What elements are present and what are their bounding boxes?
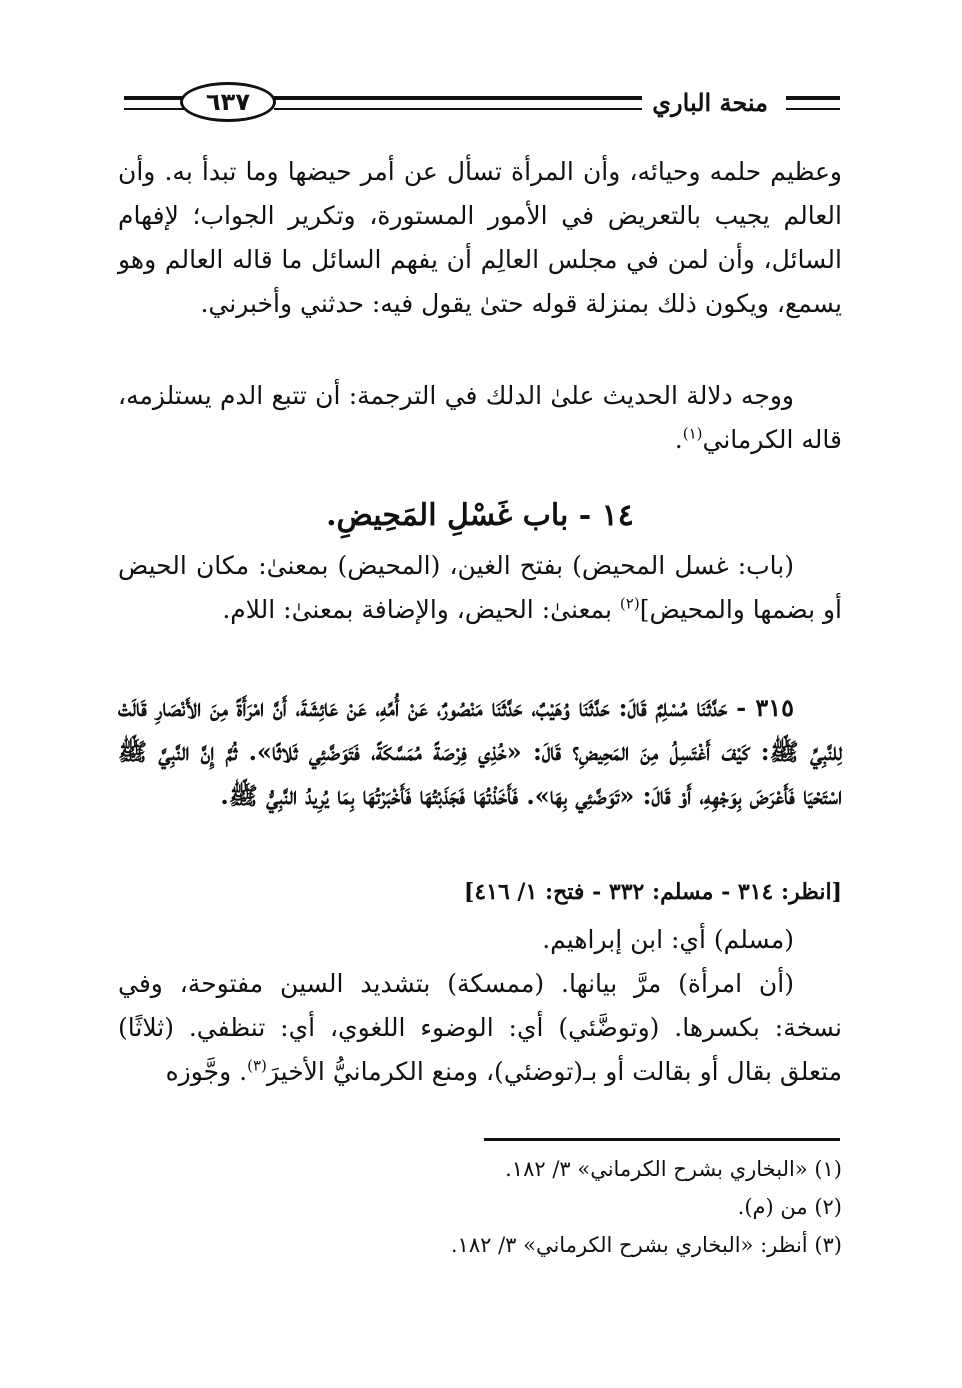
paragraph-1	[118, 150, 842, 326]
running-title: منحة الباري	[642, 86, 778, 120]
footnote-ref-2[interactable]: (٢)	[619, 594, 640, 613]
paragraph-3	[118, 544, 842, 632]
footnote-ref-1[interactable]: (١)	[682, 424, 703, 443]
paragraph-2	[118, 374, 842, 462]
page-header	[124, 82, 840, 126]
paragraph-1-text: وعظيم حلمه وحيائه، وأن المرأة تسأل عن أمر حيضها وما تبدأ به. وأن العالم يجيب بالتعريض في الأمور المستورة، وتكرير الجواب؛ لإفهام السائل، وأن لمن في مجلس العالِم أن يفهم السائل ما قاله العالم وهو يسمع، ويكون ذلك بمنزلة قوله حتىٰ يقول فيه: حدثني وأخبرني.	[118, 157, 842, 318]
page-number: ٦٣٧	[180, 82, 276, 122]
footnote-3: (٣) أنظر: «البخاري بشرح الكرماني» ٣/ ١٨٢.	[450, 1233, 842, 1257]
footnotes	[118, 1150, 842, 1264]
paragraph-2-end: .	[674, 425, 683, 454]
footnote-separator	[484, 1138, 840, 1141]
footnote-2: (٢) من (م).	[737, 1195, 842, 1219]
paragraph-4b-text	[118, 962, 842, 1094]
paragraph-4b-end: . وجَّوزه	[165, 1057, 248, 1086]
paragraph-2-body: ووجه دلالة الحديث علىٰ الدلك في الترجمة: أن تتبع الدم يستلزمه، قاله الكرماني	[118, 381, 842, 454]
paragraph-4	[118, 918, 842, 1094]
paragraph-2-text	[118, 374, 842, 462]
hadith-body: ٣١٥ - حَدَّثَنَا مُسْلِمٌ قَالَ: حَدَّثَنَا وُهَيْبٌ، حَدَّثَنَا مَنْصُورٌ، عَنْ أُمِّهِ، عَنْ عَائِشَةَ، أَنَّ امْرَأَةً مِنَ الأَنْصَارِ قَالَتْ لِلنَّبِيِّ ﷺ: كَيْفَ أَغْتَسِلُ مِنَ المَحِيضِ؟ قَالَ: «خُذِي فِرْصَةً مُمَسَّكَةً، فَتَوَضَّئِي ثَلاثًا». ثُمَّ إِنَّ النَّبِيَّ ﷺ اسْتَحْيَا فَأَعْرَضَ بِوَجْهِهِ، أَوْ قَالَ: «تَوَضَّئِي بِهَا». فَأَخَذْتُهَا فَجَذَبْتُهَا فَأَخْبَرْتُهَا بِمَا يُرِيدُ النَّبِيُّ ﷺ.	[118, 693, 842, 810]
chapter-title: ١٤ - باب غَسْلِ المَحِيضِ.	[326, 498, 634, 533]
header-rule-left	[124, 96, 184, 110]
paragraph-3-body-a: (باب: غسل المحيض) بفتح الغين، (المحيض) بمعنىٰ: مكان الحيض أو بضمها والمحيض]	[118, 551, 842, 624]
footnote-1: (١) «البخاري بشرح الكرماني» ٣/ ١٨٢.	[505, 1157, 842, 1181]
header-rule-middle	[274, 96, 704, 110]
footnote-ref-3[interactable]: (٣)	[247, 1056, 267, 1075]
paragraph-4b-body: (أن امرأة) مرَّ بيانها. (ممسكة) بتشديد السين مفتوحة، وفي نسخة: بكسرها. (وتوضَّئي) أي: الوضوء اللغوي، أي: تنظفي. (ثلاثًا) متعلق بقال أو بقالت أو بـ(توضئي)، ومنع الكرمانيُّ الأخيرَ	[118, 969, 842, 1086]
paragraph-3-text	[118, 544, 842, 632]
header-rule-right	[786, 96, 840, 110]
paragraph-4a-text: (مسلم) أي: ابن إبراهيم.	[542, 925, 794, 954]
hadith-references: [انظر: ٣١٤ - مسلم: ٣٣٢ - فتح: ١/ ٤١٦]	[463, 879, 842, 905]
paragraph-3-body-b: بمعنىٰ: الحيض، والإضافة بمعنىٰ: اللام.	[222, 595, 620, 624]
hadith-text	[118, 686, 842, 818]
